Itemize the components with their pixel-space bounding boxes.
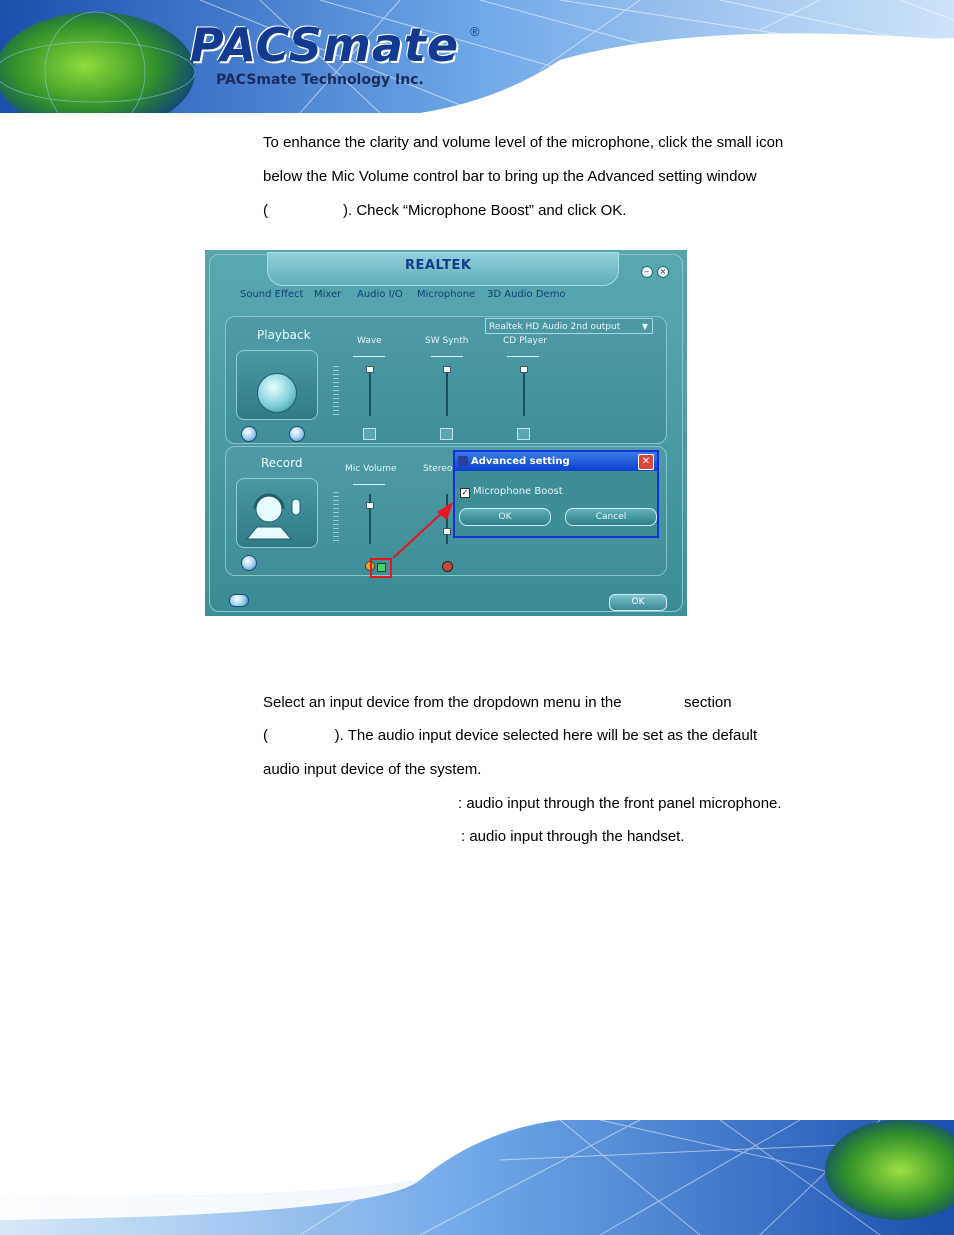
microphone-boost-label: Microphone Boost — [473, 486, 563, 497]
output-device-value: Realtek HD Audio 2nd output — [489, 322, 621, 332]
dialog-ok-button[interactable]: OK — [459, 508, 551, 526]
paragraph-line: audio input device of the system. — [263, 761, 482, 778]
microphone-boost-checkbox[interactable]: ✓ — [461, 488, 469, 497]
playback-title: Playback — [257, 328, 311, 342]
dialog-title: Advanced setting — [455, 452, 657, 471]
brand-logo: PACSmate — [190, 18, 460, 72]
minimize-icon[interactable]: – — [641, 266, 653, 278]
dialog-cancel-button[interactable]: Cancel — [565, 508, 657, 526]
slider-label-stereo: Stereo — [423, 464, 453, 474]
slider-label-sw-synth: SW Synth — [425, 336, 469, 346]
dialog-close-button[interactable]: ✕ — [638, 454, 654, 470]
red-arrow-icon — [205, 250, 687, 616]
slider-label-wave: Wave — [357, 336, 382, 346]
realtek-audio-manager-screenshot — [205, 250, 687, 616]
registered-mark: ® — [470, 24, 480, 39]
bullet-front-mic: : audio input through the front panel microphone. — [458, 795, 782, 812]
slider-label-mic-volume: Mic Volume — [345, 464, 397, 474]
paragraph-line: Select an input device from the dropdown menu in the section — [263, 694, 732, 711]
tab-sound-effect[interactable]: Sound Effect — [240, 289, 304, 300]
paragraph-line: ( ). Check “Microphone Boost” and click OK. — [263, 202, 627, 219]
tab-3d-audio-demo[interactable]: 3D Audio Demo — [487, 289, 566, 300]
main-ok-button[interactable]: OK — [609, 594, 667, 611]
footer-banner-graphic — [0, 1120, 954, 1235]
record-title: Record — [261, 456, 303, 470]
tab-audio-io[interactable]: Audio I/O — [357, 289, 403, 300]
advanced-setting-dialog — [453, 450, 659, 538]
slider-label-cd-player: CD Player — [503, 336, 548, 346]
page-footer — [0, 1120, 954, 1235]
close-icon[interactable]: × — [657, 266, 669, 278]
tab-mixer[interactable]: Mixer — [314, 289, 342, 300]
paragraph-line: To enhance the clarity and volume level of the microphone, click the small icon — [263, 134, 784, 151]
paragraph-line: ( ). The audio input device selected here will be set as the default — [263, 727, 758, 744]
tab-microphone[interactable]: Microphone — [417, 289, 476, 300]
bullet-handset: : audio input through the handset. — [461, 828, 685, 845]
realtek-crab-icon — [458, 456, 468, 466]
chevron-down-icon: ▼ — [641, 322, 648, 331]
info-icon[interactable] — [229, 594, 249, 607]
company-name: PACSmate Technology Inc. — [216, 72, 424, 88]
header-banner-graphic — [0, 0, 954, 113]
page-header — [0, 0, 954, 113]
realtek-logo: REALTEK — [405, 258, 472, 273]
paragraph-line: below the Mic Volume control bar to bring up the Advanced setting window — [263, 168, 757, 185]
